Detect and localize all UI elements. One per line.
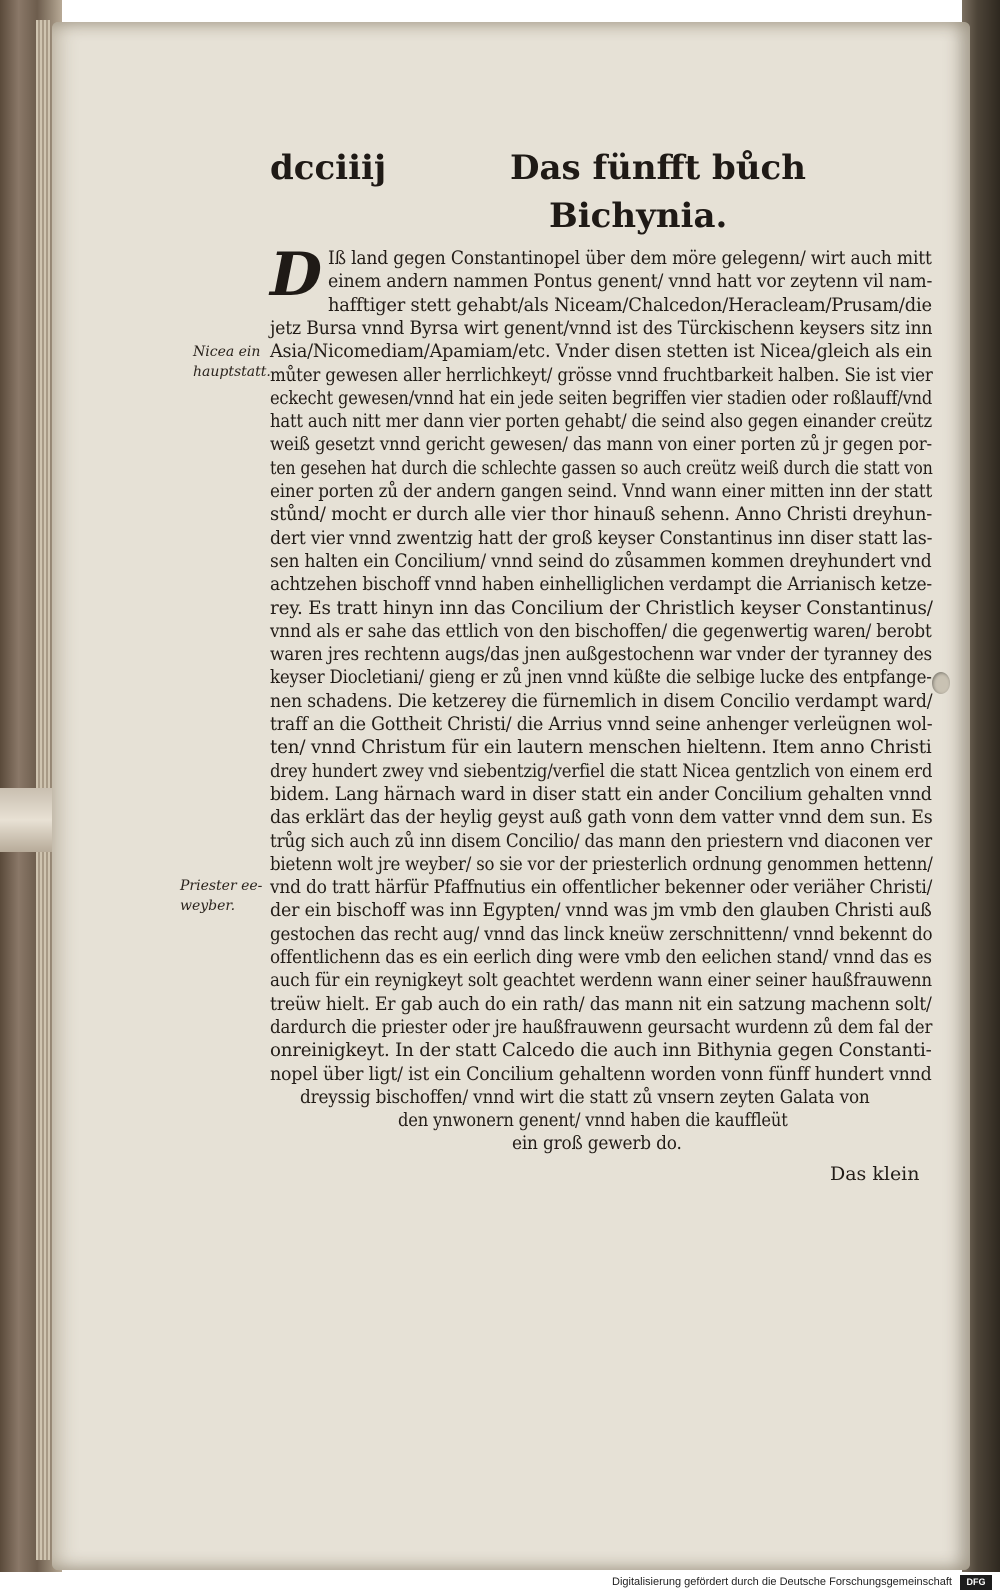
text-line: den ynwonern genent/ vnnd haben die kauffleüt [398,1110,788,1132]
text-line: jetz Bursa vnnd Byrsa wirt genent/vnnd ist des Türckischenn keysers sitz inn [270,317,933,339]
text-line: einem andern nammen Pontus genent/ vnnd hatt vor zeytenn vil nam- [328,271,933,293]
drop-capital: D [270,240,323,310]
footer-credit: Digitalisierung gefördert durch die Deutsche Forschungsgemeinschaft [612,1576,952,1588]
text-line: vnnd als er sahe das ettlich von den bischoffen/ die gegenwertig waren/ berobt [270,620,932,642]
text-line: Iß land gegen Constantinopel über dem möre gelegenn/ wirt auch mitt [328,248,932,269]
text-line: trůg sich auch zů inn disem Concilio/ das mann den priestern vnd diaconen ver [270,830,932,852]
text-line: ten/ vnnd Christum für ein lautern menschen hieltenn. Item anno Christi [270,737,932,759]
margin-note-nicea [193,342,271,382]
catchword: Das klein [830,1163,920,1185]
text-line: ten gesehen hat durch die schlechte gassen so auch creütz weiß durch die statt von [270,457,933,479]
binding-clasp [0,788,60,852]
text-line: stůnd/ mocht er durch alle vier thor hinauß sehenn. Anno Christi dreyhun- [270,504,933,526]
margin-note-line: Priester ee- [180,878,263,894]
footer-bar [0,1572,1000,1595]
section-title: Bichynia. [549,196,728,236]
text-line: einer porten zů der andern gangen seind. Vnnd wann einer mitten inn der statt [270,481,933,502]
text-line: hafftiger stett gehabt/als Niceam/Chalcedon/Heracleam/Prusam/die [328,294,932,316]
text-line: nen schadens. Die ketzerey die fürnemlich in disem Concilio verdampt ward/ [270,690,933,712]
text-line: dreyssig bischoffen/ vnnd wirt die statt zů vnsern zeyten Galata von [300,1086,870,1108]
text-line: achtzehen bischoff vnnd haben einhelliglichen verdampt die Arrianisch ketze- [270,574,932,596]
margin-note-line: Nicea ein [193,344,261,360]
text-line: eckecht gewesen/vnnd hat ein jede seiten begriffen vier stadien oder roßlauff/vnd [270,387,933,409]
folio-number: dcciiij [270,148,387,188]
text-line: Asia/Nicomediam/Apamiam/etc. Vnder disen stetten ist Nicea/gleich als ein [270,341,933,363]
text-line: drey hundert zwey vnd siebentzig/verfiel die statt Nicea gentzlich von einem erd [270,760,933,782]
text-line: das erklärt das der heylig geyst auß gath vonn dem vatter vnnd dem sun. Es [270,807,933,829]
margin-note-line: hauptstatt. [193,364,271,380]
text-line: auch für ein reynigkeyt solt geachtet werdenn wann einer seiner haußfrauwenn [270,970,932,992]
text-line: ein groß gewerb do. [512,1133,682,1155]
margin-note-line: weyber. [180,898,236,914]
dfg-logo: DFG [960,1575,992,1590]
text-line: treüw hielt. Er gab auch do ein rath/ das mann nit ein satzung machenn solt/ [270,993,932,1015]
text-line: rey. Es tratt hinyn inn das Concilium der Christlich keyser Constantinus/ [270,597,933,619]
text-line: traff an die Gottheit Christi/ die Arrius vnnd seine anhenger verleügnen wol- [270,714,933,735]
text-line: onreinigkeyt. In der statt Calcedo die auch inn Bithynia gegen Constanti- [270,1040,932,1062]
text-line: bidem. Lang härnach ward in diser statt ein ander Concilium gehalten vnnd [270,783,932,805]
page-damage [932,672,950,694]
text-line: dardurch die priester oder jre haußfrauwenn geursacht wurdenn zů dem fal der [270,1016,933,1038]
text-line: bietenn wolt jre weyber/ so sie vor der priesterlich ordnung genommen hettenn/ [270,853,933,875]
text-line: weiß gesetzt vnnd gericht gewesen/ das mann von einer porten zů jr gegen por- [270,434,932,456]
text-line: waren jres rechtenn augs/das jnen außgestochenn war vnder der tyranney des [270,644,933,666]
text-line: hatt auch nitt mer dann vier porten gehabt/ die seind also gegen einander creütz [270,411,932,433]
text-line: nopel über ligt/ ist ein Concilium gehaltenn worden vonn fünff hundert vnnd [270,1063,932,1085]
text-line: můter gewesen aller herrlichkeyt/ grösse vnnd fruchtbarkeit halben. Sie ist vier [270,364,933,386]
text-line: keyser Diocletiani/ gieng er zů jnen vnnd küßte die selbige lucke des entpfange- [270,667,932,689]
text-line: vnd do tratt härfür Pfaffnutius ein offentlicher bekenner oder veriäher Christi/ [270,877,933,899]
text-line: gestochen das recht aug/ vnnd das linck kneüw zerschnittenn/ vnnd bekennt do [270,923,933,945]
margin-note-priester [180,876,262,916]
text-line: sen halten ein Concilium/ vnnd seind do zůsammen kommen dreyhundert vnd [270,550,932,572]
text-line: der ein bischoff was inn Egypten/ vnnd was jm vmb den glauben Christi auß [270,900,932,922]
running-head: Das fünfft bůch [510,148,806,188]
text-line: offentlichenn das es ein eerlich ding were vmb den eelichen stand/ vnnd das es [270,947,932,968]
text-line: dert vier vnnd zwentzig hatt der groß keyser Constantinus inn diser statt las- [270,527,933,549]
